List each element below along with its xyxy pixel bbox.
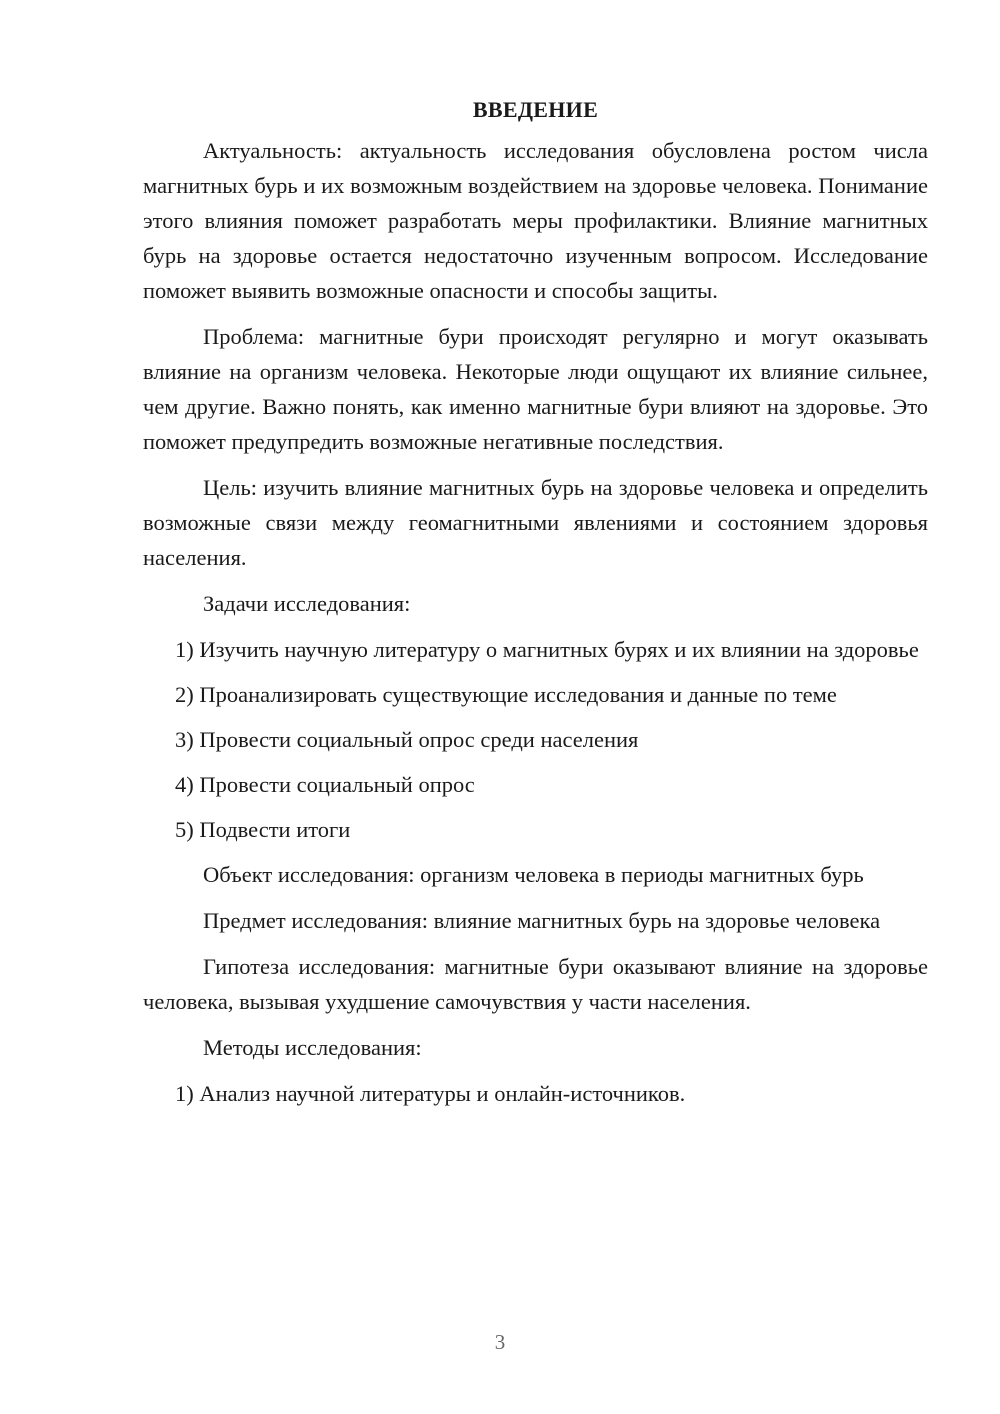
- document-page: [143, 92, 928, 1121]
- object-paragraph: Объект исследования: организм человека в периоды магнитных бурь: [203, 862, 864, 887]
- task-item-4: 4) Провести социальный опрос: [175, 772, 475, 797]
- task-item-3: 3) Провести социальный опрос среди населения: [175, 727, 639, 752]
- problem-paragraph: Проблема: магнитные бури происходят регулярно и могут оказывать влияние на организм человека. Некоторые люди ощущают их влияние сильнее, чем другие. Важно понять, как именно магнитные бури влияют на здоровье. Это поможет предупредить возможные негативные последствия.: [143, 324, 928, 454]
- page-number: 3: [494, 1330, 506, 1354]
- tasks-heading: Задачи исследования:: [203, 591, 411, 616]
- task-item-5: 5) Подвести итоги: [175, 817, 351, 842]
- goal-paragraph: Цель: изучить влияние магнитных бурь на здоровье человека и определить возможные связи между геомагнитными явлениями и состоянием здоровья населения.: [143, 475, 928, 570]
- page-title: ВВЕДЕНИЕ: [472, 97, 599, 122]
- methods-heading: Методы исследования:: [203, 1035, 422, 1060]
- relevance-paragraph: Актуальность: актуальность исследования обусловлена ростом числа магнитных бурь и их возможным воздействием на здоровье человека. Понимание этого влияния поможет разработать меры профилактики. Влияние магнитных бурь на здоровье остается недостаточно изученным вопросом. Исследование поможет выявить возможные опасности и способы защиты.: [143, 138, 928, 303]
- hypothesis-paragraph: Гипотеза исследования: магнитные бури оказывают влияние на здоровье человека, вызывая ухудшение самочувствия у части населения.: [143, 954, 928, 1014]
- method-item-1: 1) Анализ научной литературы и онлайн-источников.: [175, 1081, 686, 1106]
- task-item-2: 2) Проанализировать существующие исследования и данные по теме: [175, 682, 837, 707]
- task-item-1: 1) Изучить научную литературу о магнитных бурях и их влиянии на здоровье: [175, 637, 919, 662]
- subject-paragraph: Предмет исследования: влияние магнитных бурь на здоровье человека: [203, 908, 881, 933]
